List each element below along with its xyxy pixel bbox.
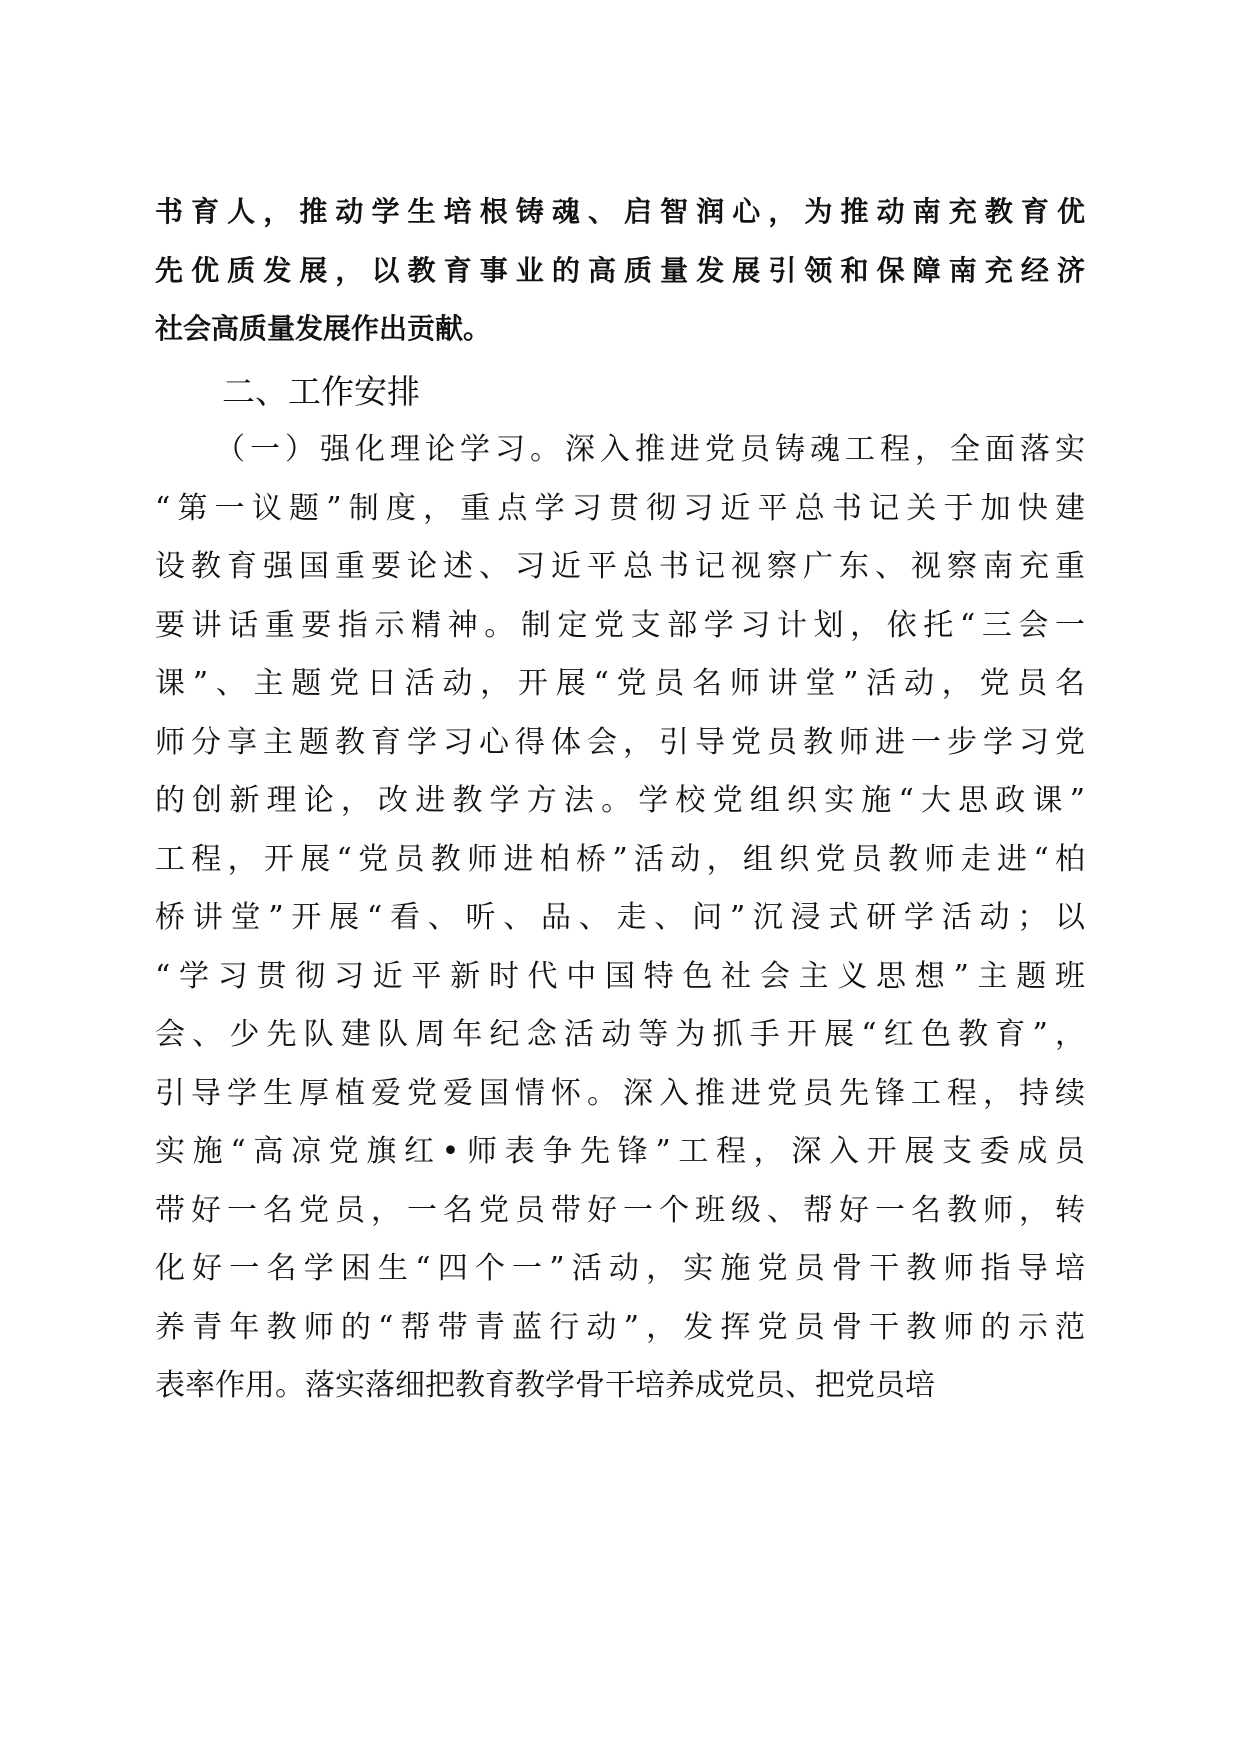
body-line: 课”、主题党日活动，开展“党员名师讲堂”活动，党员名 (155, 666, 1085, 701)
body-line: “第一议题”制度，重点学习贯彻习近平总书记关于加快建 (155, 490, 1085, 526)
intro-line: 先优质发展，以教育事业的高质量发展引领和保障南充经济 (155, 253, 1085, 287)
intro-line: 书育人，推动学生培根铸魂、启智润心，为推动南充教育优 (155, 195, 1085, 228)
body-line: 的创新理论，改进教学方法。学校党组织实施“大思政课” (155, 783, 1085, 818)
body-line: 引导学生厚植爱党爱国情怀。深入推进党员先锋工程，持续 (155, 1075, 1085, 1111)
body-line: 会、少先队建队周年纪念活动等为抓手开展“红色教育”， (155, 1017, 1085, 1052)
body-line: 表率作用。落实落细把教育教学骨干培养成党员、把党员培 (155, 1368, 935, 1403)
intro-line: 社会高质量发展作出贡献。 (155, 312, 492, 345)
body-line: 桥讲堂”开展“看、听、品、走、问”沉浸式研学活动；以 (155, 900, 1085, 935)
section-heading: 二、工作安排 (222, 372, 420, 411)
body-line: 师分享主题教育学习心得体会，引导党员教师进一步学习党 (155, 724, 1085, 760)
body-line: 设教育强国重要论述、习近平总书记视察广东、视察南充重 (155, 549, 1085, 584)
intro-paragraph (155, 183, 1085, 359)
body-line: 养青年教师的“帮带青蓝行动”，发挥党员骨干教师的示范 (155, 1309, 1085, 1345)
body-line: 化好一名学困生“四个一”活动，实施党员骨干教师指导培 (155, 1251, 1085, 1286)
body-line: 带好一名党员，一名党员带好一个班级、帮好一名教师，转 (155, 1192, 1085, 1228)
body-line: 工程，开展“党员教师进柏桥”活动，组织党员教师走进“柏 (155, 841, 1085, 877)
body-line: 实施“高凉党旗红•师表争先锋”工程，深入开展支委成员 (155, 1134, 1085, 1169)
body-paragraph (155, 421, 1085, 1416)
body-line: “学习贯彻习近平新时代中国特色社会主义思想”主题班 (155, 958, 1085, 994)
body-line: （一）强化理论学习。深入推进党员铸魂工程，全面落实 (215, 432, 1085, 467)
body-line: 要讲话重要指示精神。制定党支部学习计划，依托“三会一 (155, 607, 1085, 643)
